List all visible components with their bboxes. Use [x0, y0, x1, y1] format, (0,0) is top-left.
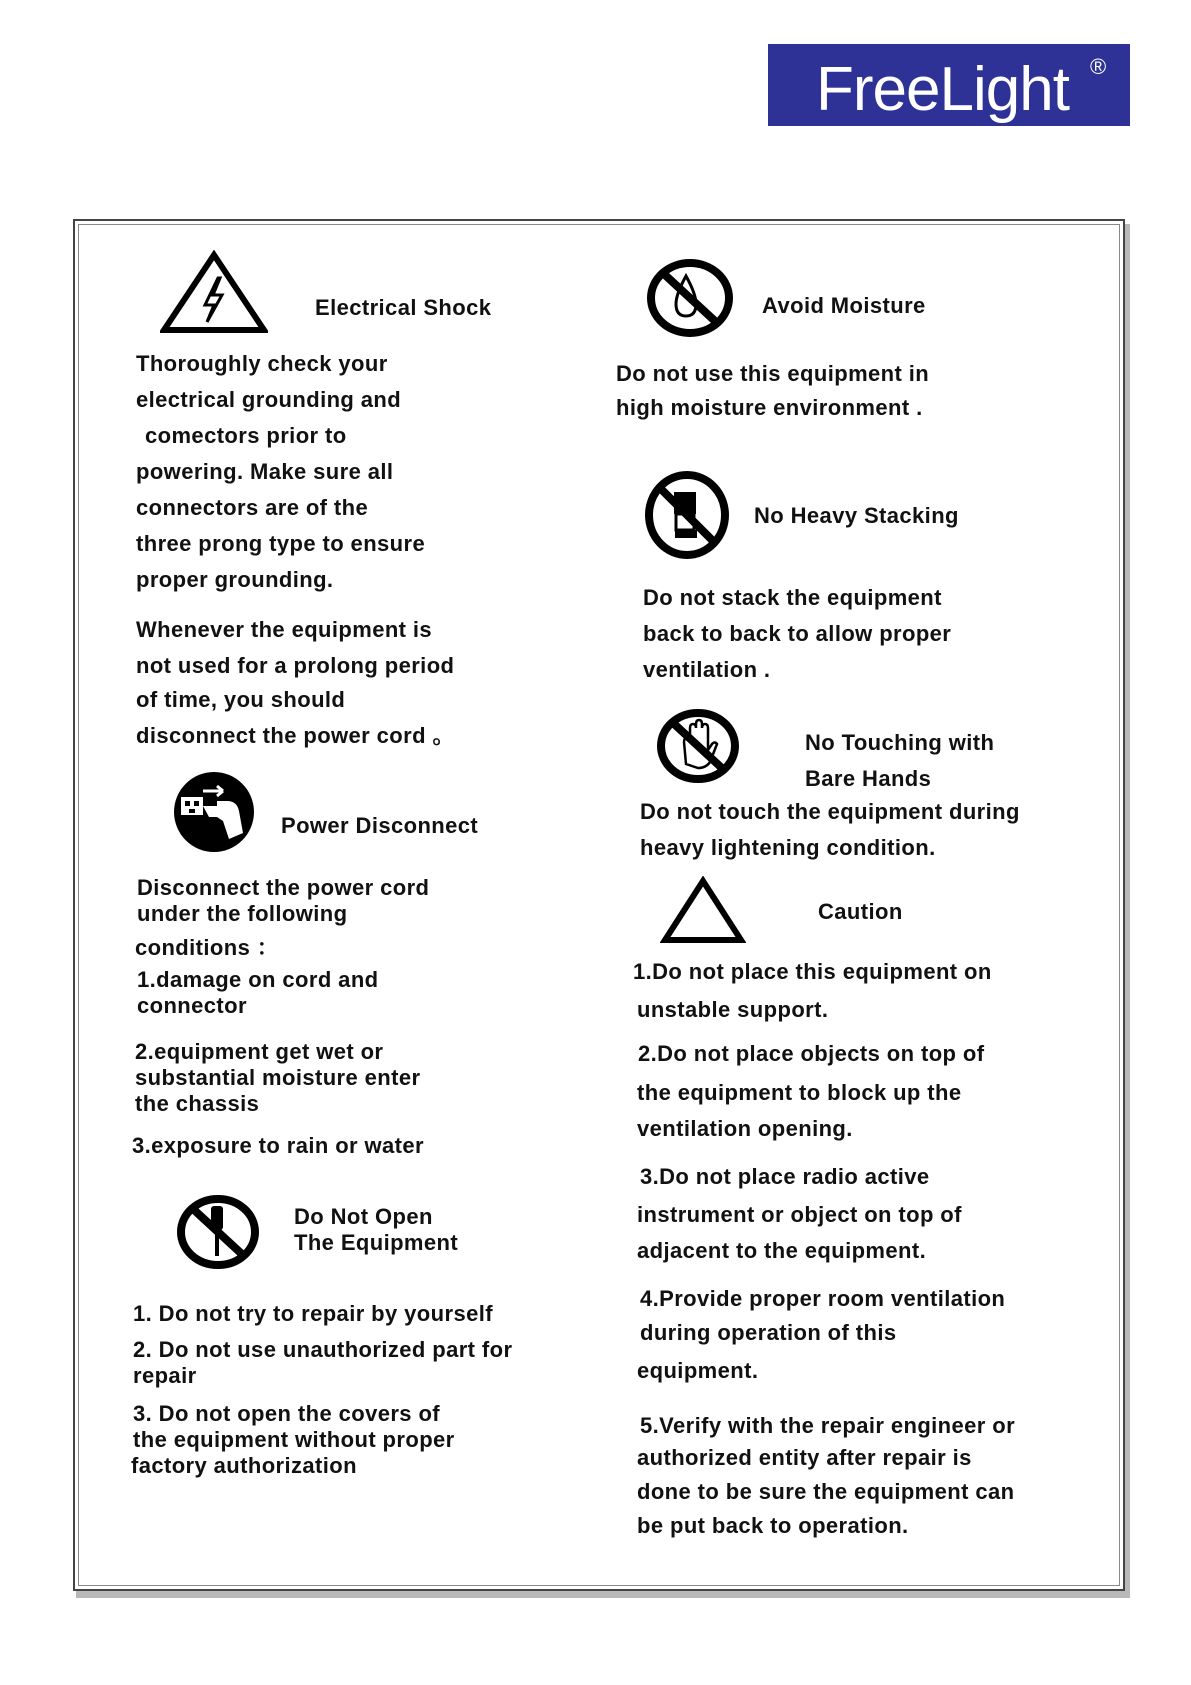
do-not-open-title: Do Not Open — [294, 1204, 433, 1229]
freelight-logo — [768, 44, 1130, 126]
do-not-open-title: The Equipment — [294, 1230, 459, 1255]
caution-item: unstable support. — [637, 997, 829, 1022]
caution-icon — [660, 876, 746, 946]
no-touching-line: heavy lightening condition. — [640, 835, 936, 860]
do-not-open-icon — [176, 1194, 260, 1270]
do-not-open-item: 3. Do not open the covers of — [133, 1401, 441, 1426]
power-disconnect-item: substantial moisture enter — [135, 1065, 421, 1090]
power-disconnect-item: the chassis — [135, 1091, 260, 1116]
electrical-shock-line: not used for a prolong period — [136, 653, 455, 678]
power-disconnect-line: Disconnect the power cord — [137, 875, 430, 900]
avoid-moisture-line: high moisture environment . — [616, 395, 923, 420]
do-not-open-item: 1. Do not try to repair by yourself — [133, 1301, 493, 1326]
avoid-moisture-icon — [646, 258, 734, 338]
avoid-moisture-title: Avoid Moisture — [762, 293, 926, 318]
no-heavy-stacking-line: back to back to allow proper — [643, 621, 952, 646]
no-heavy-stacking-icon — [644, 470, 730, 560]
power-disconnect-title: Power Disconnect — [281, 813, 479, 838]
power-disconnect-item: 3.exposure to rain or water — [132, 1133, 424, 1158]
caution-item: be put back to operation. — [637, 1513, 909, 1538]
electrical-shock-line: of time, you should — [136, 687, 346, 712]
no-heavy-stacking-title: No Heavy Stacking — [754, 503, 959, 528]
no-touching-title: Bare Hands — [805, 766, 932, 791]
caution-item: 5.Verify with the repair engineer or — [640, 1413, 1016, 1438]
electrical-shock-line: connectors are of the — [136, 495, 369, 520]
electrical-shock-title: Electrical Shock — [315, 295, 492, 320]
electrical-shock-line: electrical grounding and — [136, 387, 402, 412]
caution-item: done to be sure the equipment can — [637, 1479, 1015, 1504]
caution-item: 3.Do not place radio active — [640, 1164, 930, 1189]
caution-title: Caution — [818, 899, 903, 924]
avoid-moisture-line: Do not use this equipment in — [616, 361, 930, 386]
electrical-shock-line: three prong type to ensure — [136, 531, 426, 556]
power-disconnect-item: connector — [137, 993, 247, 1018]
caution-item: instrument or object on top of — [637, 1202, 962, 1227]
electrical-shock-line: disconnect the power cord 。 — [136, 723, 455, 748]
caution-item: authorized entity after repair is — [637, 1445, 972, 1470]
electrical-shock-line: comectors prior to — [145, 423, 347, 448]
do-not-open-item: 2. Do not use unauthorized part for — [133, 1337, 513, 1362]
no-touching-line: Do not touch the equipment during — [640, 799, 1020, 824]
caution-item: 4.Provide proper room ventilation — [640, 1286, 1006, 1311]
no-touching-icon — [656, 708, 740, 784]
electrical-shock-line: Whenever the equipment is — [136, 617, 433, 642]
caution-item: 2.Do not place objects on top of — [638, 1041, 985, 1066]
power-disconnect-item: 2.equipment get wet or — [135, 1039, 384, 1064]
electrical-shock-line: Thoroughly check your — [136, 351, 388, 376]
do-not-open-item: factory authorization — [131, 1453, 357, 1478]
do-not-open-item: the equipment without proper — [133, 1427, 455, 1452]
do-not-open-item: repair — [133, 1363, 197, 1388]
no-touching-title: No Touching with — [805, 730, 995, 755]
power-disconnect-line: under the following — [137, 901, 348, 926]
caution-item: during operation of this — [640, 1320, 897, 1345]
caution-item: the equipment to block up the — [637, 1080, 962, 1105]
caution-item: 1.Do not place this equipment on — [633, 959, 992, 984]
no-heavy-stacking-line: ventilation . — [643, 657, 771, 682]
power-disconnect-item: 1.damage on cord and — [137, 967, 379, 992]
electrical-shock-icon — [160, 250, 268, 334]
power-disconnect-icon — [173, 771, 255, 853]
registered-mark: ® — [1090, 54, 1107, 79]
no-heavy-stacking-line: Do not stack the equipment — [643, 585, 942, 610]
electrical-shock-line: proper grounding. — [136, 567, 334, 592]
caution-item: ventilation opening. — [637, 1116, 853, 1141]
logo-name: FreeLight — [816, 55, 1069, 124]
caution-item: equipment. — [637, 1358, 759, 1383]
power-disconnect-line: conditions ： — [135, 935, 280, 960]
caution-item: adjacent to the equipment. — [637, 1238, 927, 1263]
electrical-shock-line: powering. Make sure all — [136, 459, 394, 484]
